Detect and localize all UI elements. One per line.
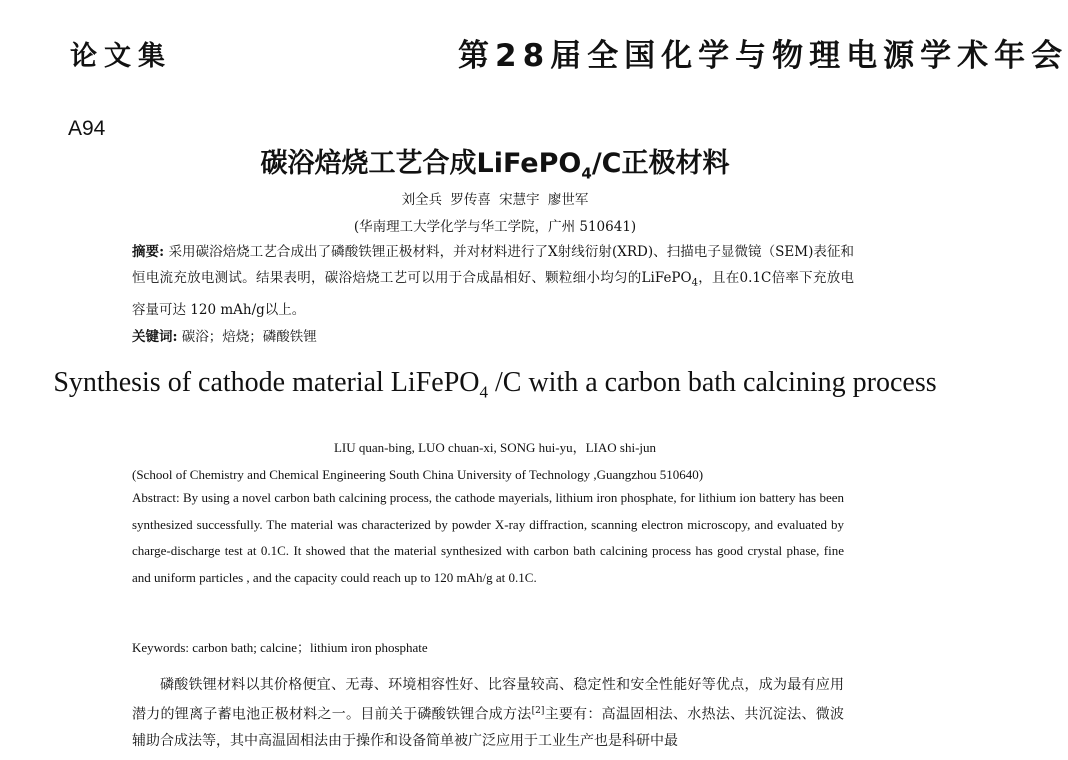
running-header-left: 论文集	[70, 41, 172, 72]
chinese-keywords-label: 关键词:	[132, 329, 178, 345]
body-paragraph-text-end: 主要有：高温固相法、水热法、共沉淀法、微波辅助合成法等，其中高温固相法由于操作和设备简单被广泛应用于工业生产也是科研中最	[132, 706, 845, 749]
chinese-title-text: 碳浴焙烧工艺合成LiFePO	[260, 148, 582, 179]
english-keywords	[132, 637, 428, 656]
english-abstract-text: By using a novel carbon bath calcining process, the cathode mayerials, lithium iron phosphate, for lithium ion battery has been synthesized successfully. The material was characterized by powder X-ray diffraction, scanning electron microscopy, and evaluated by charge-discharge test at 0.1C. It showed that the material synthesized with carbon bath calcining process has good crystal phase, fine and uniform particles , and the capacity could reach up to 120 mAh/g at 0.1C.	[132, 490, 844, 585]
chinese-affiliation: (华南理工大学化学与华工学院，广州 510641)	[353, 219, 637, 235]
english-abstract	[132, 485, 844, 591]
chinese-keywords-text: 碳浴；焙烧；磷酸铁锂	[181, 329, 317, 345]
english-title	[0, 366, 990, 410]
english-affiliation: (School of Chemistry and Chemical Engineering South China University of Technology ,Guangzhou 510640)	[132, 467, 704, 482]
body-paragraph-text: 磷酸铁锂材料以其价格便宜、无毒、环境相容性好、比容量较高、稳定性和安全性能好等优点，成为最有应用潜力的锂离子蓄电池正极材料之一。目前关于磷酸铁锂合成方法	[132, 677, 844, 723]
citation-ref[interactable]: [2]	[531, 706, 545, 716]
paper-code: A94	[68, 117, 106, 140]
english-authors: LIU quan-bing, LUO chuan-xi, SONG hui-yu，LIAO shi-jun	[333, 440, 657, 455]
chinese-keywords	[132, 325, 317, 345]
english-title-suffix: /C with a carbon bath calcining process	[487, 367, 937, 398]
chinese-title	[0, 141, 990, 182]
chinese-authors: 刘全兵 罗传喜 宋慧宇 廖世军	[401, 192, 589, 208]
english-title-text: Synthesis of cathode material LiFePO	[53, 367, 480, 398]
english-abstract-label: Abstract:	[132, 490, 180, 505]
english-keywords-label: Keywords:	[132, 640, 190, 655]
english-title-subscript: 4	[479, 382, 488, 402]
chinese-abstract	[132, 239, 854, 323]
chinese-abstract-text: 采用碳浴焙烧工艺合成出了磷酸铁锂正极材料，并对材料进行了X射线衍射(XRD)、扫描电子显微镜（SEM)表征和恒电流充放电测试。结果表明，碳浴焙烧工艺可以用于合成晶相好、颗粒细小均匀的LiFePO	[132, 244, 855, 286]
chinese-abstract-label: 摘要:	[132, 244, 165, 260]
chinese-abstract-text-end: ，且在0.1C倍率下充放电容量可达 120 mAh/g以上。	[132, 270, 854, 318]
body-paragraph	[132, 672, 844, 754]
running-header-right: 第28届全国化学与物理电源学术年会	[458, 38, 1068, 74]
english-keywords-text: carbon bath; calcine；lithium iron phosphate	[192, 640, 428, 655]
chinese-title-suffix: /C正极材料	[591, 148, 730, 179]
chinese-abstract-subscript: 4	[691, 277, 698, 289]
chinese-title-subscript: 4	[581, 164, 592, 183]
